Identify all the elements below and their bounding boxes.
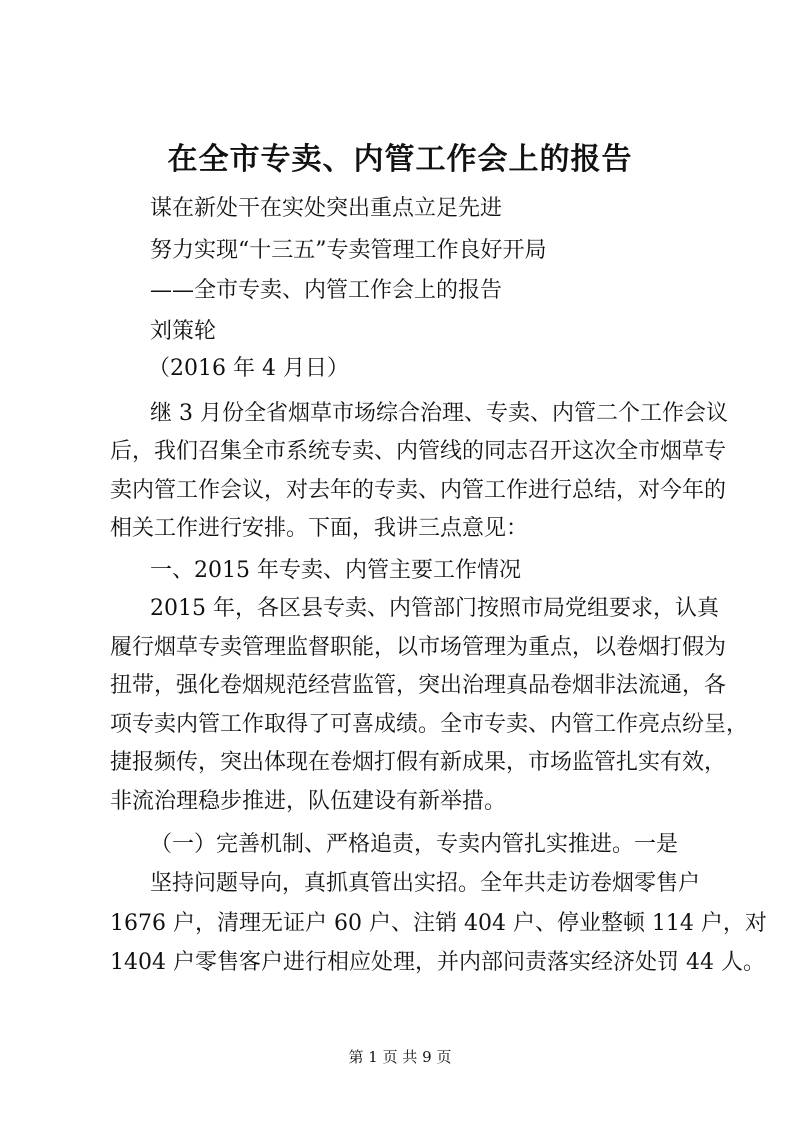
author-name: 刘策轮 <box>150 319 217 344</box>
subtitle-line: 谋在新处干在实处突出重点立足先进 <box>150 196 503 221</box>
paragraph-line: 2015 年，各区县专卖、内管部门按照市局党组要求，认真 <box>150 596 719 621</box>
paragraph-line: 坚持问题导向，真抓真管出实招。全年共走访卷烟零售户 <box>150 871 701 896</box>
paragraph-line: 项专卖内管工作取得了可喜成绩。全市专卖、内管工作亮点纷呈， <box>110 712 749 737</box>
paragraph-line: 1676 户，清理无证户 60 户、注销 404 户、停业整顿 114 户，对 <box>110 911 767 936</box>
paragraph-line: 后，我们召集全市系统专卖、内管线的同志召开这次全市烟草专 <box>110 439 727 464</box>
paragraph-line: 1404 户零售客户进行相应处理，并内部问责落实经济处罚 44 人。 <box>110 950 765 975</box>
paragraph-line: 相关工作进行安排。下面，我讲三点意见： <box>110 516 529 541</box>
report-date: （2016 年 4 月日） <box>148 356 349 381</box>
section-heading: 一、2015 年专卖、内管主要工作情况 <box>150 558 521 583</box>
subtitle-line: 努力实现“十三五”专卖管理工作良好开局 <box>150 238 547 263</box>
paragraph-line: 卖内管工作会议，对去年的专卖、内管工作进行总结，对今年的 <box>110 478 727 503</box>
paragraph-line: 捷报频传，突出体现在卷烟打假有新成果，市场监管扎实有效， <box>110 750 727 775</box>
paragraph-line: 继 3 月份全省烟草市场综合治理、专卖、内管二个工作会议 <box>150 401 728 426</box>
paragraph-line: 扭带，强化卷烟规范经营监管，突出治理真品卷烟非法流通，各 <box>110 673 727 698</box>
subtitle-line: ——全市专卖、内管工作会上的报告 <box>150 278 503 303</box>
subsection-heading: （一）完善机制、严格追责，专卖内管扎实推进。一是 <box>150 832 679 857</box>
page-number-footer: 第 1 页 共 9 页 <box>348 1048 452 1066</box>
paragraph-line: 非流治理稳步推进，队伍建设有新举措。 <box>110 789 507 814</box>
paragraph-line: 履行烟草专卖管理监督职能，以市场管理为重点，以卷烟打假为 <box>110 635 727 660</box>
document-title: 在全市专卖、内管工作会上的报告 <box>167 142 633 177</box>
